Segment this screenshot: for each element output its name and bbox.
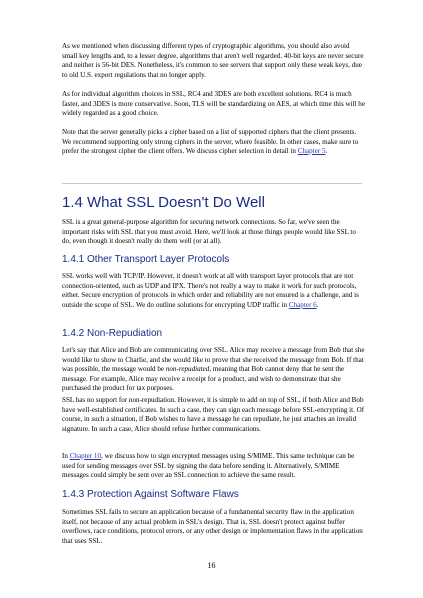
subsection-heading-software-flaws: 1.4.3 Protection Against Software Flaws [62, 489, 239, 500]
subsection-heading-non-repudiation: 1.4.2 Non-Repudiation [62, 328, 163, 339]
section-divider [62, 183, 362, 184]
paragraph-transport [62, 272, 366, 310]
paragraph-text-cont: , meaning that Bob cannot deny that he sent the message. For example, Alice may receive a receipt for a product, and wish to demonstrate that she purchased the product for tax purposes. [62, 365, 345, 392]
paragraph-non-repudiation-support: SSL has no support for non-repudiation. However, it is simple to add on top of SSL, if both Alice and Bob have well-established certificates. In such a case, they can sign each message before SSL-encrypting it. Of course, in such a situation, if Bob wishes to have a message he can repudiate, he just attaches an invalid signature. In such a case, Alice should refuse further communications. [62, 396, 365, 433]
paragraph-text: SSL works well with TCP/IP. However, it doesn't work at all with transport layer protocols that are not connection-oriented, such as UDP and IPX. There's not really a way to make it work for such protocols, either. Secure encryption of protocols in which order and reliability are not ensured is a challenge, and is outside the scope of SSL. We do outline solutions for encrypting UDP traffic in [62, 272, 359, 309]
chapter-10-link[interactable]: Chapter 10 [69, 452, 102, 460]
paragraph-text: In [62, 452, 70, 460]
paragraph-text-end: . [325, 147, 328, 155]
paragraph-text: Let's say that Alice and Bob are communicating over SSL. Alice may receive a message from Bob that she would like to show to Charlie, and she would like to prove that she received the message from Bob. If that was possible, the message would be [62, 346, 365, 373]
paragraph-section-intro: SSL is a great general-purpose algorithm for securing network connections. So far, we've seen the important risks with SSL that you must avoid. Here, we'll look at those things people would like SSL to do, even though it doesn't really do them well (or at all). [62, 218, 356, 245]
paragraph-cipher-selection [62, 128, 366, 157]
paragraph-software-flaws: Sometimes SSL fails to secure an application because of a fundamental security flaw in the application itself, not because of any actual problem in SSL's design. That is, SSL doesn't protect against buffer overflows, race conditions, protocol errors, or any other design or implementation flaws in the application that uses SSL. [62, 508, 363, 545]
paragraph-algorithm-choices: As for individual algorithm choices in SSL, RC4 and 3DES are both excellent solutions. RC4 is much faster, and 3DES is more conservative. Soon, TLS will be standardizing on AES, at which time this will be widely regarded as a good choice. [62, 90, 365, 117]
paragraph-text: Note that the server generally picks a cipher based on a list of supported ciphers that the client presents. We recommend supporting only strong ciphers in the server, where feasible. In other cases, make sure to prefer the strongest cipher the client offers. We discuss cipher selection in detail in [62, 128, 359, 155]
paragraph-key-lengths: As we mentioned when discussing different types of cryptographic algorithms, you should also avoid small key lengths and, to a lesser degree, algorithms that aren't well regarded. 40-bit keys are never secure and neither is 56-bit DES. Nonetheless, it's common to see servers that support only these weak keys, due to old U.S. export regulations that no longer apply. [62, 42, 364, 79]
paragraph-text-end: . [316, 300, 319, 309]
chapter-5-link[interactable]: Chapter 5 [297, 147, 326, 155]
chapter-6-link[interactable]: Chapter 6 [288, 300, 317, 309]
paragraph-text-cont: , we discuss how to sign encrypted messages using S/MIME. This same technique can be used for sending messages over SSL by signing the data before sending it. Alternatively, S/MIME messages could simply be sent over an SSL connection to achieve the same result. [62, 452, 355, 479]
emphasis-term: non-repudiated [165, 365, 210, 373]
paragraph-smime [62, 452, 366, 481]
section-heading: 1.4 What SSL Doesn't Do Well [62, 194, 265, 211]
page-number: 16 [207, 561, 216, 570]
subsection-heading-transport: 1.4.1 Other Transport Layer Protocols [62, 254, 230, 265]
paragraph-non-repudiation-example [62, 346, 366, 394]
